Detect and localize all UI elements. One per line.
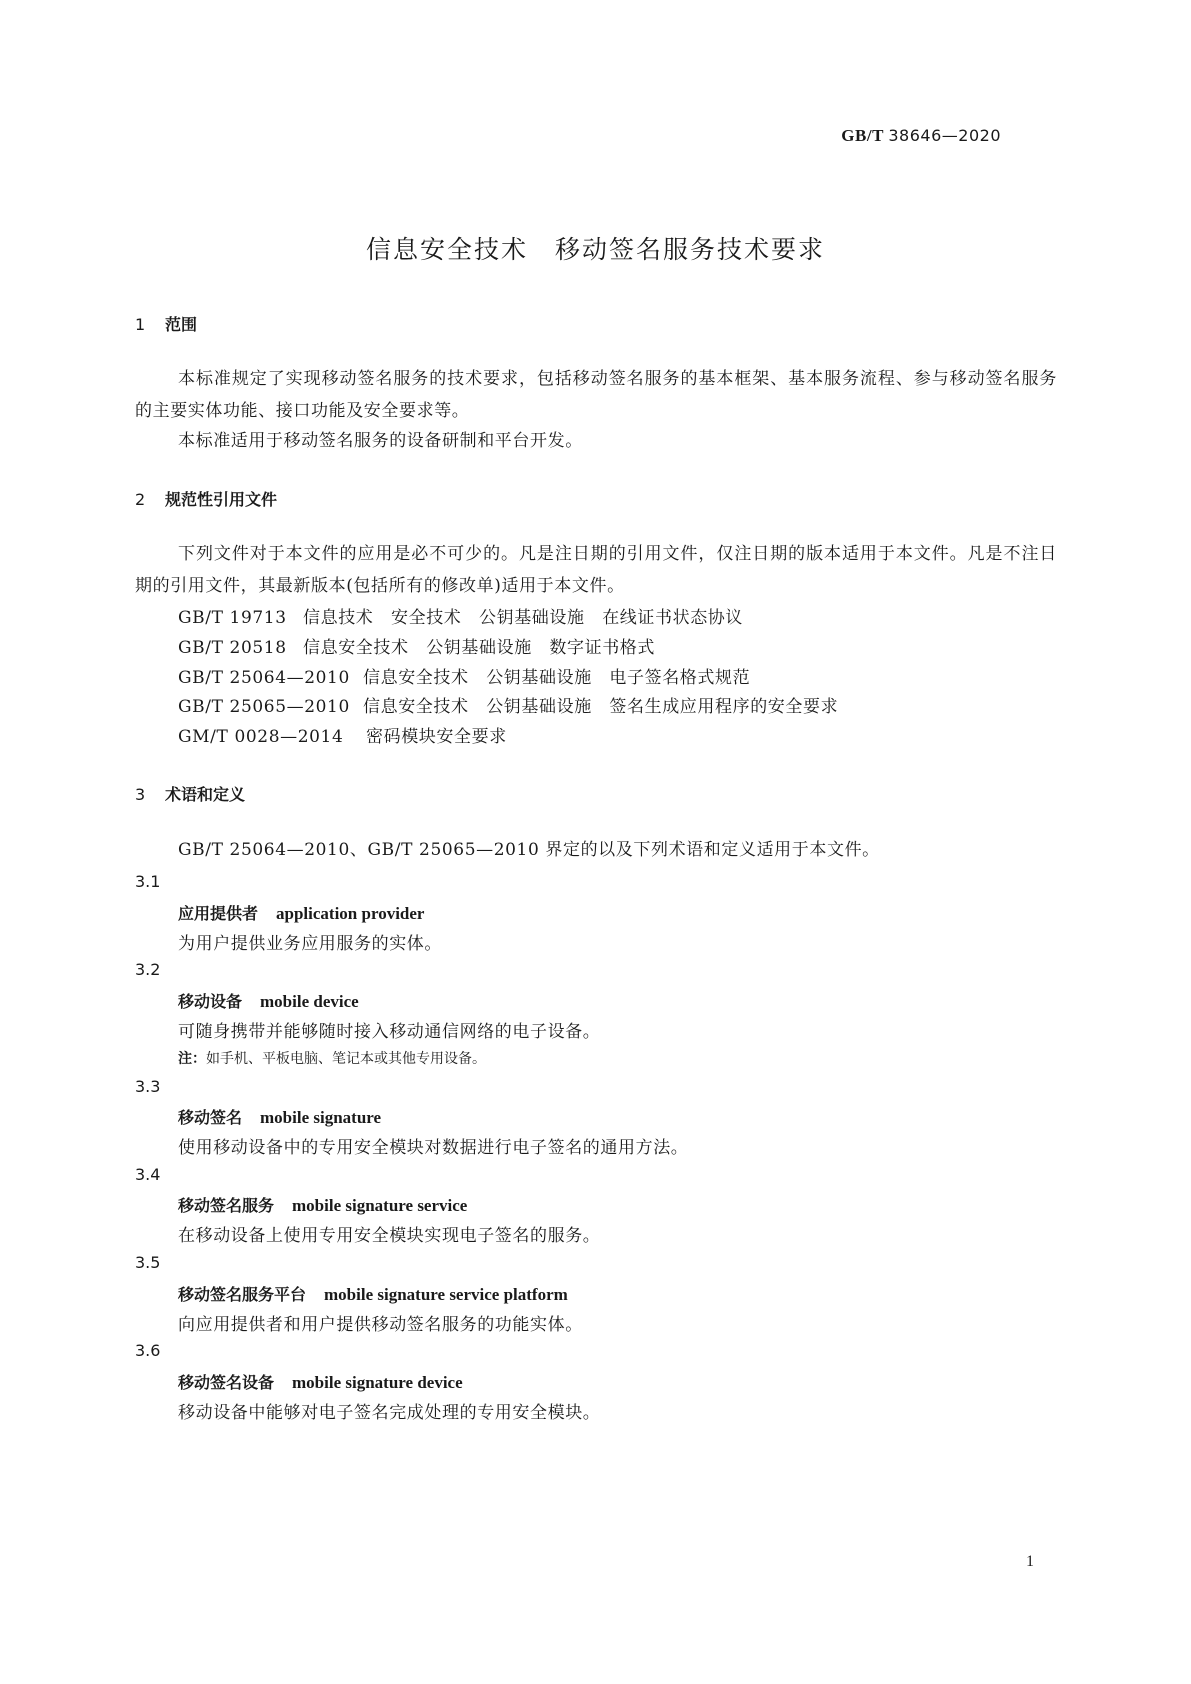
reference-name: 信息技术 安全技术 公钥基础设施 在线证书状态协议 xyxy=(303,608,743,628)
scope-paragraph-2: 本标准适用于移动签名服务的设备研制和平台开发。 xyxy=(178,431,583,451)
section-number: 3 xyxy=(135,785,146,804)
term-en: mobile signature service platform xyxy=(324,1285,568,1304)
document-title: 信息安全技术 移动签名服务技术要求 xyxy=(365,235,825,264)
term-number: 3.4 xyxy=(135,1165,161,1184)
note-label: 注： xyxy=(178,1051,206,1067)
term-number: 3.5 xyxy=(135,1253,161,1272)
term-en: mobile device xyxy=(260,992,359,1011)
reference-name: 信息安全技术 公钥基础设施 签名生成应用程序的安全要求 xyxy=(363,697,839,717)
term-en: mobile signature xyxy=(260,1108,382,1127)
term-heading xyxy=(178,1193,467,1216)
term-heading xyxy=(178,1282,568,1305)
reference-item xyxy=(178,633,655,658)
term-number: 3.2 xyxy=(135,960,161,979)
reference-item xyxy=(178,603,743,628)
page-number: 1 xyxy=(1026,1553,1034,1570)
reference-item xyxy=(178,692,838,717)
reference-code: GM/T 0028—2014 xyxy=(178,727,344,747)
reference-item xyxy=(178,663,750,688)
term-number: 3.1 xyxy=(135,872,161,891)
standard-number-header xyxy=(841,126,1001,146)
section-number: 1 xyxy=(135,315,146,334)
standard-prefix: GB/T xyxy=(841,126,884,145)
term-note xyxy=(178,1048,486,1068)
term-en: mobile signature service xyxy=(292,1196,468,1215)
term-heading xyxy=(178,1370,463,1393)
reference-name: 信息安全技术 公钥基础设施 电子签名格式规范 xyxy=(363,668,751,688)
terms-intro: GB/T 25064—2010、GB/T 25065—2010 界定的以及下列术语和定义适用于本文件。 xyxy=(178,840,880,860)
term-definition: 使用移动设备中的专用安全模块对数据进行电子签名的通用方法。 xyxy=(178,1138,689,1158)
reference-code: GB/T 25064—2010 xyxy=(178,668,350,688)
term-number: 3.6 xyxy=(135,1341,161,1360)
standard-code: 38646—2020 xyxy=(888,126,1001,145)
term-definition: 为用户提供业务应用服务的实体。 xyxy=(178,934,442,954)
term-definition: 向应用提供者和用户提供移动签名服务的功能实体。 xyxy=(178,1315,583,1335)
section-title: 规范性引用文件 xyxy=(165,490,278,509)
term-en: mobile signature device xyxy=(292,1373,463,1392)
note-text: 如手机、平板电脑、笔记本或其他专用设备。 xyxy=(206,1051,486,1067)
section-title: 术语和定义 xyxy=(165,785,246,804)
section-heading-scope xyxy=(135,312,197,335)
term-definition: 移动设备中能够对电子签名完成处理的专用安全模块。 xyxy=(178,1403,601,1423)
reference-name: 密码模块安全要求 xyxy=(366,727,507,747)
term-heading xyxy=(178,1105,381,1128)
term-en: application provider xyxy=(276,904,425,923)
term-zh: 移动签名服务 xyxy=(178,1196,275,1215)
term-zh: 移动签名 xyxy=(178,1108,243,1127)
term-zh: 应用提供者 xyxy=(178,904,259,923)
scope-paragraph-1: 本标准规定了实现移动签名服务的技术要求，包括移动签名服务的基本框架、基本服务流程、参与移动签名服务的主要实体功能、接口功能及安全要求等。 xyxy=(135,369,1057,421)
section-heading-normative-references xyxy=(135,487,277,510)
term-number: 3.3 xyxy=(135,1077,161,1096)
section-title: 范围 xyxy=(165,315,198,334)
term-definition: 在移动设备上使用专用安全模块实现电子签名的服务。 xyxy=(178,1226,601,1246)
normative-references-intro: 下列文件对于本文件的应用是必不可少的。凡是注日期的引用文件，仅注日期的版本适用于本文件。凡是不注日期的引用文件，其最新版本(包括所有的修改单)适用于本文件。 xyxy=(135,544,1057,596)
reference-item xyxy=(178,722,507,747)
reference-code: GB/T 19713 xyxy=(178,608,287,628)
term-zh: 移动签名设备 xyxy=(178,1373,275,1392)
term-heading xyxy=(178,989,359,1012)
reference-code: GB/T 20518 xyxy=(178,638,287,658)
reference-name: 信息安全技术 公钥基础设施 数字证书格式 xyxy=(303,638,655,658)
section-number: 2 xyxy=(135,490,146,509)
term-zh: 移动签名服务平台 xyxy=(178,1285,307,1304)
term-definition: 可随身携带并能够随时接入移动通信网络的电子设备。 xyxy=(178,1022,601,1042)
reference-code: GB/T 25065—2010 xyxy=(178,697,350,717)
section-heading-terms xyxy=(135,782,245,805)
term-heading xyxy=(178,901,424,924)
term-zh: 移动设备 xyxy=(178,992,243,1011)
